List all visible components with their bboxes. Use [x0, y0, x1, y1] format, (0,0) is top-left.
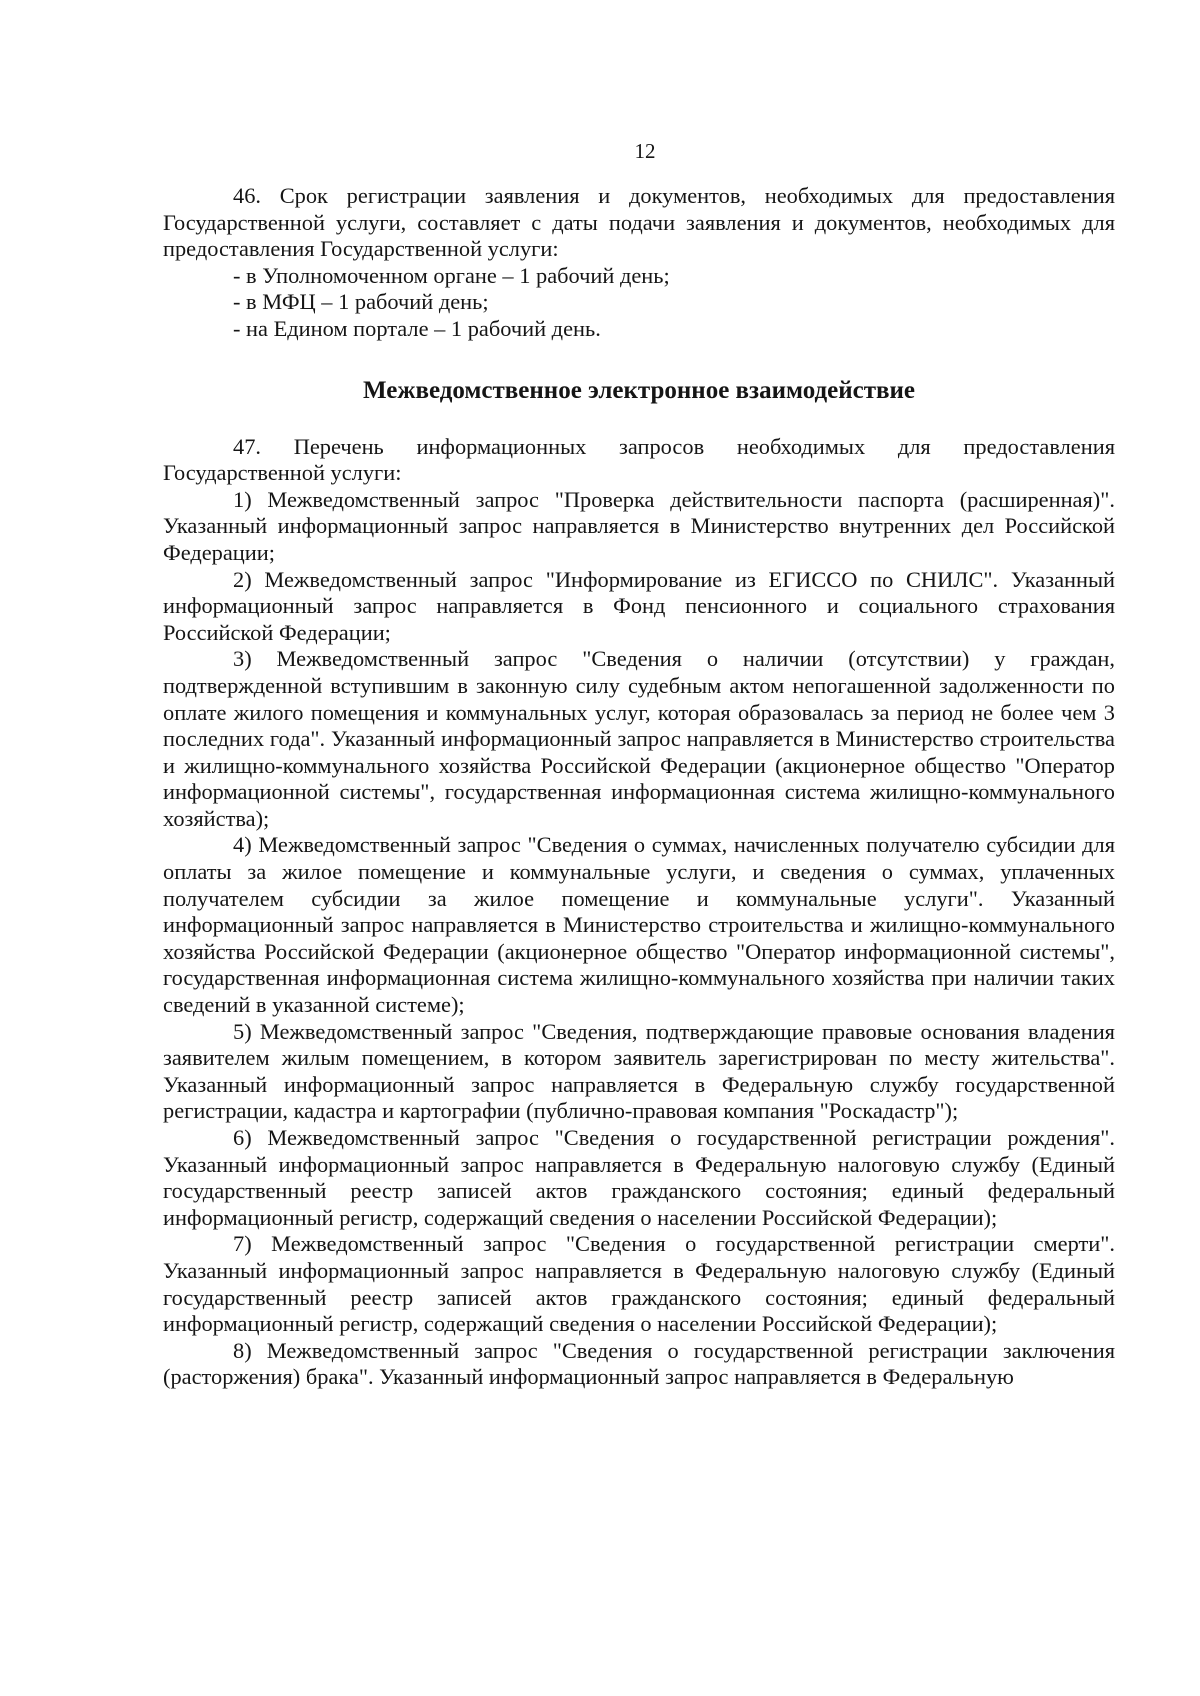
paragraph-46: 46. Срок регистрации заявления и документов, необходимых для предоставления Государственной услуги, составляет с даты подачи заявления и документов, необходимых для предоставления Государственной услуги: — [163, 183, 1115, 262]
request-item: 8) Межведомственный запрос "Сведения о государственной регистрации заключения (расторжения) брака". Указанный информационный запрос направляется в Федеральную — [163, 1337, 1115, 1390]
document-body — [163, 183, 1115, 1391]
request-item: 4) Межведомственный запрос "Сведения о суммах, начисленных получателю субсидии для оплаты за жилое помещение и коммунальные услуги, и сведения о суммах, уплаченных получателем субсидии за жилое помещение и коммунальные услуги". Указанный информационный запрос направляется в Министерство строительства и жилищно-коммунального хозяйства Российской Федерации (акционерное общество "Оператор информационной системы", государственная информационная система жилищно-коммунального хозяйства при наличии таких сведений в указанной системе); — [163, 832, 1115, 1018]
request-item: 6) Межведомственный запрос "Сведения о государственной регистрации рождения". Указанный информационный запрос направляется в Федеральную налоговую службу (Единый государственный реестр записей актов гражданского состояния; единый федеральный информационный регистр, содержащий сведения о населении Российской Федерации); — [163, 1125, 1115, 1230]
list-item: - на Едином портале – 1 рабочий день. — [233, 315, 601, 341]
page-number: 12 — [634, 139, 656, 163]
paragraph-47: 47. Перечень информационных запросов необходимых для предоставления Государственной услуги: — [163, 433, 1115, 486]
request-item: 7) Межведомственный запрос "Сведения о государственной регистрации смерти". Указанный информационный запрос направляется в Федеральную налоговую службу (Единый государственный реестр записей актов гражданского состояния; единый федеральный информационный регистр, содержащий сведения о населении Российской Федерации); — [163, 1231, 1115, 1337]
request-item: 1) Межведомственный запрос "Проверка действительности паспорта (расширенная)". Указанный информационный запрос направляется в Министерство внутренних дел Российской Федерации; — [163, 486, 1115, 565]
request-item: 5) Межведомственный запрос "Сведения, подтверждающие правовые основания владения заявителем жилым помещением, в котором заявитель зарегистрирован по месту жительства". Указанный информационный запрос направляется в Федеральную службу государственной регистрации, кадастра и картографии (публично-правовая компания "Роскадастр"); — [163, 1018, 1115, 1124]
list-item: - в МФЦ – 1 рабочий день; — [233, 289, 489, 315]
section-heading: Межведомственное электронное взаимодействие — [362, 376, 916, 404]
request-item: 3) Межведомственный запрос "Сведения о наличии (отсутствии) у граждан, подтвержденной вступившим в законную силу судебным актом непогашенной задолженности по оплате жилого помещения и коммунальных услуг, которая образовалась за период не более чем 3 последних года". Указанный информационный запрос направляется в Министерство строительства и жилищно-коммунального хозяйства Российской Федерации (акционерное общество "Оператор информационной системы", государственная информационная система жилищно-коммунального хозяйства); — [163, 646, 1115, 831]
list-item: - в Уполномоченном органе – 1 рабочий день; — [233, 262, 670, 288]
request-item: 2) Межведомственный запрос "Информирование из ЕГИССО по СНИЛС". Указанный информационный запрос направляется в Фонд пенсионного и социального страхования Российской Федерации; — [163, 566, 1115, 645]
